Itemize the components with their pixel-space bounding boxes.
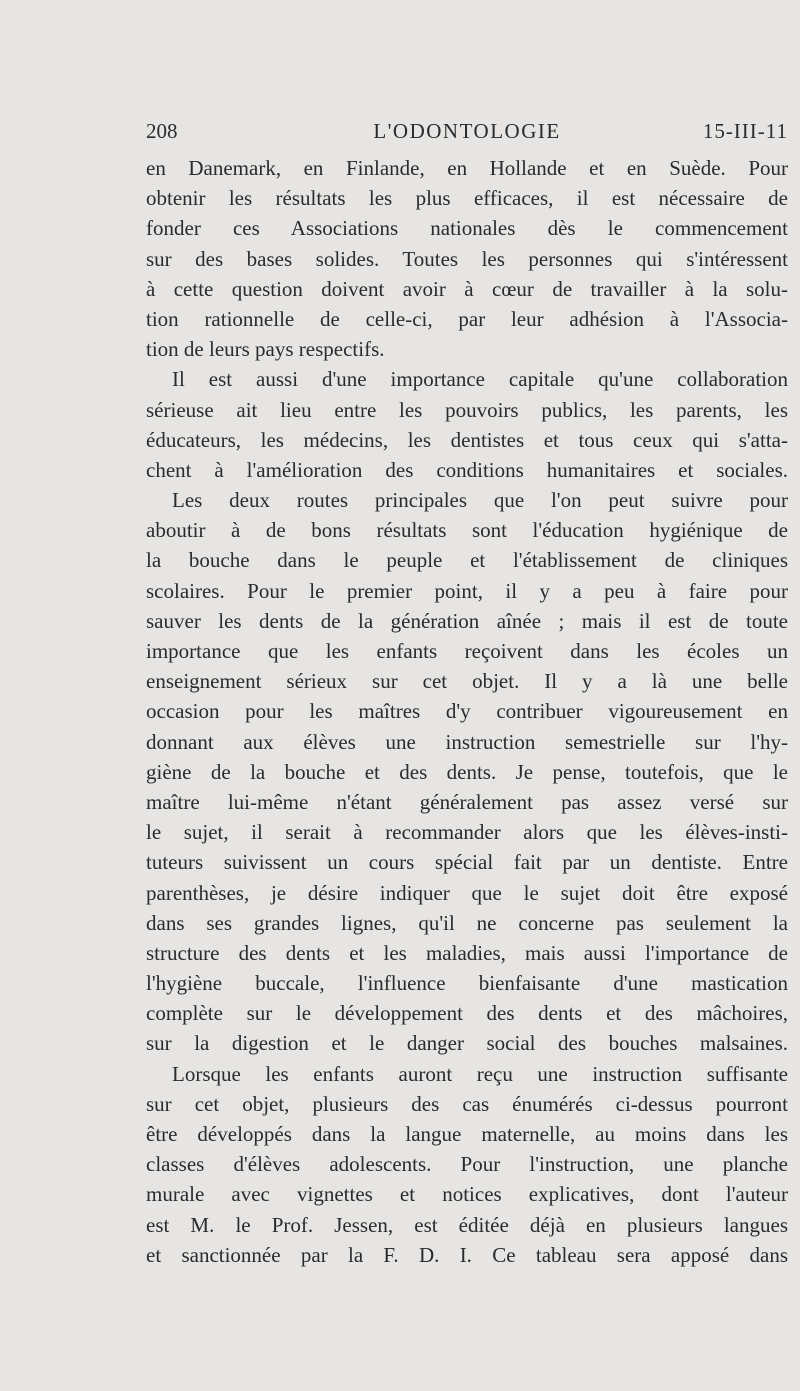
text-line: maître lui-même n'étant généralement pas assez versé sur	[146, 789, 788, 814]
text-line: Lorsque les enfants auront reçu une instruction suffisante	[172, 1061, 788, 1086]
text-line: classes d'élèves adolescents. Pour l'instruction, une planche	[146, 1152, 788, 1177]
running-header	[146, 113, 788, 147]
text-line: murale avec vignettes et notices explicatives, dont l'auteur	[146, 1182, 788, 1207]
text-line: sur la digestion et le danger social des bouches malsaines.	[146, 1031, 788, 1056]
text-line: parenthèses, je désire indiquer que le sujet doit être exposé	[146, 880, 788, 905]
text-line: Il est aussi d'une importance capitale qu'une collaboration	[172, 367, 788, 392]
text-line: enseignement sérieux sur cet objet. Il y a là une belle	[146, 669, 788, 694]
text-line: sur cet objet, plusieurs des cas énumérés ci-dessus pourront	[146, 1091, 788, 1116]
text-line: giène de la bouche et des dents. Je pense, toutefois, que le	[146, 759, 788, 784]
text-line: la bouche dans le peuple et l'établissement de cliniques	[146, 548, 788, 573]
text-line: et sanctionnée par la F. D. I. Ce tableau sera apposé dans	[146, 1242, 788, 1267]
text-line: structure des dents et les maladies, mais aussi l'importance de	[146, 940, 788, 965]
text-line: sauver les dents de la génération aînée ; mais il est de toute	[146, 608, 788, 633]
text-line: être développés dans la langue maternelle, au moins dans les	[146, 1122, 788, 1146]
running-title: L'ODONTOLOGIE	[373, 119, 561, 143]
body-text	[146, 153, 788, 1270]
text-line: scolaires. Pour le premier point, il y a peu à faire pour	[146, 578, 788, 603]
text-line: occasion pour les maîtres d'y contribuer vigoureusement en	[146, 699, 788, 724]
page-number: 208	[146, 119, 178, 143]
text-line: est M. le Prof. Jessen, est éditée déjà en plusieurs langues	[146, 1212, 788, 1237]
text-line: fonder ces Associations nationales dès le commencement	[146, 216, 788, 241]
text-line: tion de leurs pays respectifs.	[146, 337, 385, 362]
text-line: donnant aux élèves une instruction semestrielle sur l'hy-	[146, 729, 788, 754]
text-line: sérieuse ait lieu entre les pouvoirs publics, les parents, les	[146, 397, 788, 422]
text-line: à cette question doivent avoir à cœur de travailler à la solu-	[146, 276, 788, 301]
text-line: Les deux routes principales que l'on peut suivre pour	[172, 488, 788, 513]
text-line: tion rationnelle de celle-ci, par leur adhésion à l'Associa-	[146, 306, 788, 331]
text-line: complète sur le développement des dents et des mâchoires,	[146, 1001, 788, 1026]
text-line: dans ses grandes lignes, qu'il ne concerne pas seulement la	[146, 910, 788, 935]
issue-date: 15-III-11	[702, 119, 788, 143]
text-line: en Danemark, en Finlande, en Hollande et en Suède. Pour	[146, 156, 788, 180]
text-line: l'hygiène buccale, l'influence bienfaisante d'une mastication	[146, 971, 788, 996]
text-line: sur des bases solides. Toutes les personnes qui s'intéressent	[146, 246, 788, 271]
text-line: tuteurs suivissent un cours spécial fait par un dentiste. Entre	[146, 850, 788, 875]
text-line: aboutir à de bons résultats sont l'éducation hygiénique de	[146, 518, 788, 543]
text-line: le sujet, il serait à recommander alors que les élèves-insti-	[146, 820, 788, 845]
text-line: importance que les enfants reçoivent dans les écoles un	[146, 639, 788, 663]
text-line: obtenir les résultats les plus efficaces, il est nécessaire de	[146, 186, 788, 211]
text-line: chent à l'amélioration des conditions humanitaires et sociales.	[146, 457, 788, 482]
text-line: éducateurs, les médecins, les dentistes et tous ceux qui s'atta-	[146, 427, 788, 452]
